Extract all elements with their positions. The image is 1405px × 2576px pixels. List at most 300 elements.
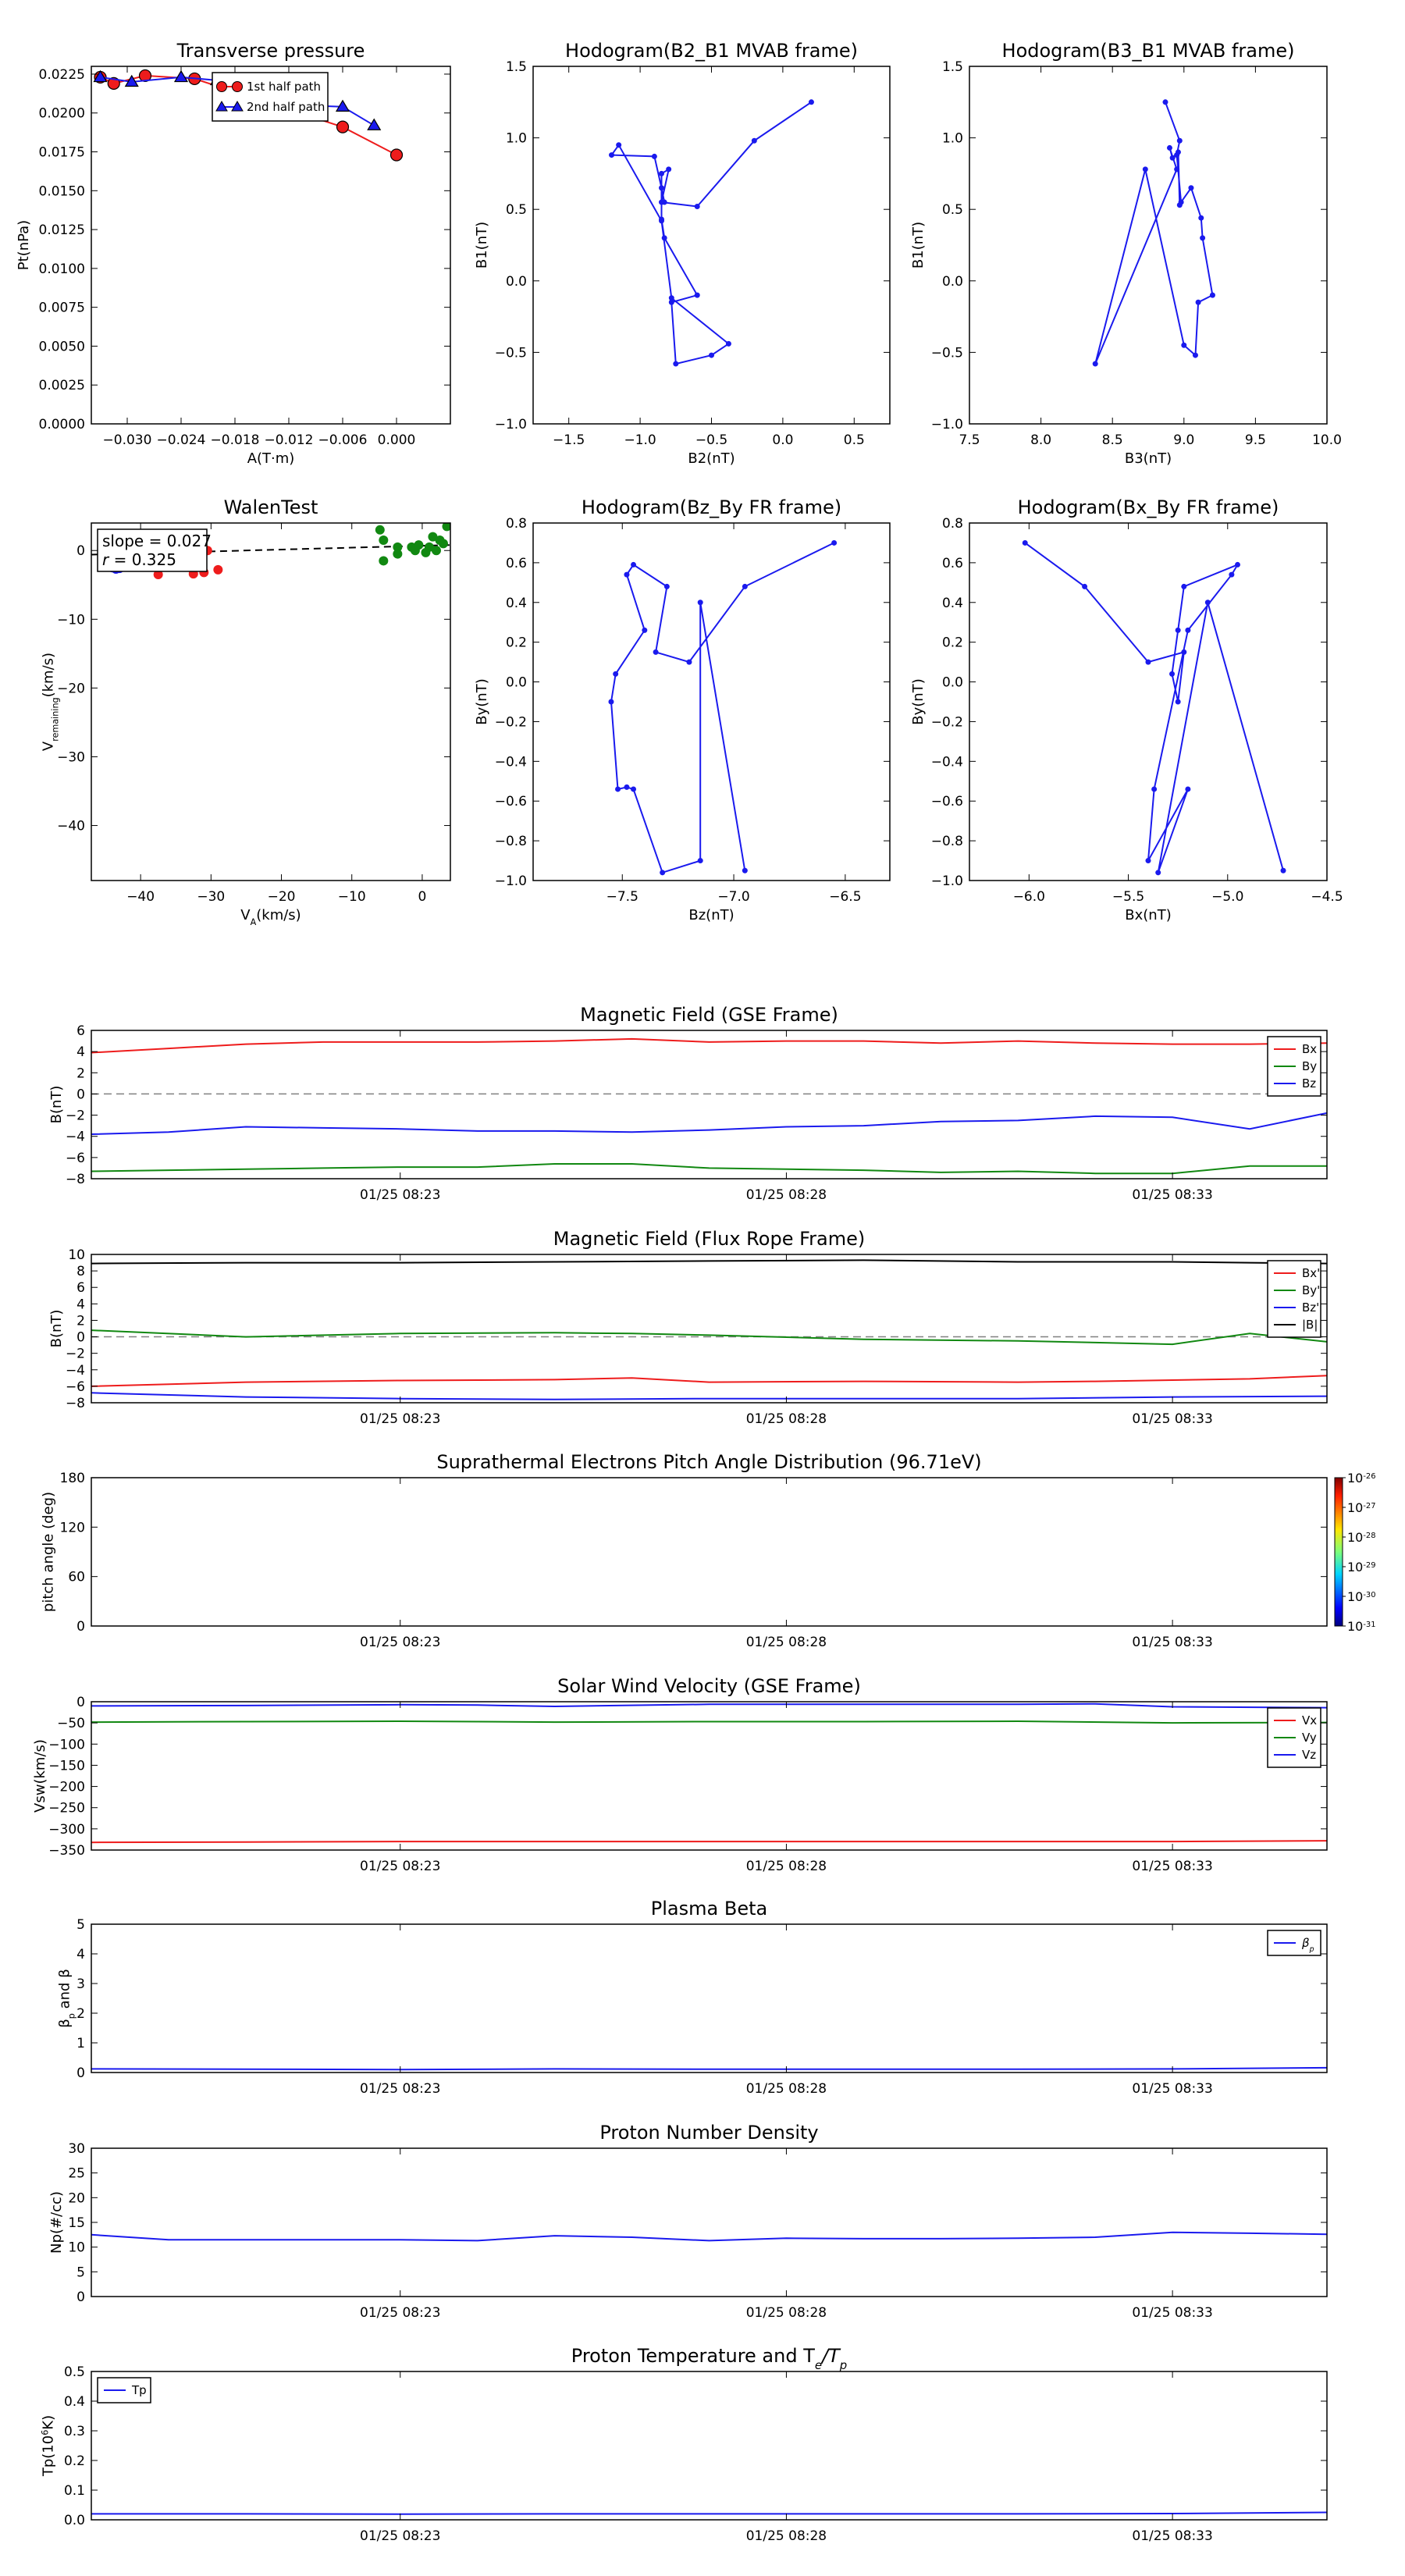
data-point — [659, 218, 664, 223]
data-point — [1155, 870, 1161, 875]
y-tick-label: −1.0 — [494, 417, 527, 432]
y-tick-label: 0.0000 — [38, 417, 85, 432]
y-tick-label: −4 — [65, 1129, 85, 1145]
x-tick-label: 10.0 — [1312, 432, 1342, 448]
data-point — [624, 572, 629, 578]
x-tick-label: 9.5 — [1244, 432, 1266, 448]
data-point — [1093, 361, 1098, 367]
data-point — [653, 649, 659, 655]
y-tick-label: −300 — [48, 1821, 85, 1838]
plot-frame — [91, 1030, 1327, 1179]
y-tick-label: 1.5 — [941, 59, 963, 75]
y-tick-label: −0.6 — [930, 794, 963, 810]
plot-frame — [91, 1702, 1327, 1850]
y-tick-label: 5 — [76, 2265, 85, 2281]
y-tick-label: −1.0 — [494, 873, 527, 889]
x-tick-label: 01/25 08:23 — [360, 2081, 441, 2097]
y-tick-label: 0.5 — [63, 2364, 85, 2380]
y-tick-label: −6 — [65, 1150, 85, 1166]
data-point — [660, 870, 665, 875]
y-tick-label: 0.8 — [505, 516, 527, 532]
x-tick-label: −0.018 — [210, 432, 260, 448]
chart-title: Hodogram(Bx_By FR frame) — [1017, 496, 1279, 518]
chart-walen — [41, 496, 452, 927]
y-tick-label: 0.1 — [63, 2483, 85, 2499]
data-point — [1146, 660, 1151, 665]
series-line-0 — [91, 1039, 1327, 1053]
plot-frame — [91, 523, 450, 881]
x-tick-label: 01/25 08:28 — [745, 1411, 827, 1427]
x-tick-label: −0.024 — [156, 432, 206, 448]
x-axis-label: B3(nT) — [1124, 450, 1172, 467]
x-axis-label: A(T·m) — [247, 450, 295, 467]
x-tick-label: 9.0 — [1173, 432, 1195, 448]
data-point — [379, 535, 388, 545]
chart-title: Hodogram(B3_B1 MVAB frame) — [1001, 40, 1295, 62]
data-point — [1185, 628, 1190, 633]
y-tick-label: 0.5 — [505, 202, 527, 219]
y-tick-label: 180 — [59, 1471, 85, 1486]
chart-h1 — [474, 40, 890, 467]
y-tick-label: −250 — [48, 1800, 85, 1816]
x-tick-label: −1.5 — [553, 432, 585, 448]
legend-label: By — [1302, 1059, 1318, 1073]
chart-bfr — [48, 1228, 1327, 1427]
y-tick-label: 0.2 — [941, 635, 963, 651]
y-tick-label: 15 — [68, 2215, 85, 2231]
y-axis-label: B1(nT) — [474, 221, 490, 269]
x-tick-label: 8.5 — [1101, 432, 1123, 448]
data-point — [336, 101, 349, 112]
data-point — [337, 121, 349, 133]
data-point — [1235, 562, 1240, 568]
x-tick-label: 0.5 — [843, 432, 865, 448]
x-tick-label: 0.000 — [377, 432, 416, 448]
data-point — [391, 149, 403, 161]
data-point — [698, 858, 703, 863]
y-tick-label: 4 — [76, 1297, 85, 1313]
x-tick-label: −0.5 — [695, 432, 728, 448]
y-tick-label: −6 — [65, 1379, 85, 1395]
x-tick-label: 01/25 08:33 — [1132, 2305, 1213, 2321]
y-tick-label: 2 — [76, 1066, 85, 1082]
y-axis-label: $V_{remaining}(km/s)$ — [40, 652, 60, 752]
chart-bgse — [48, 1004, 1327, 1203]
x-tick-label: −40 — [126, 889, 155, 905]
data-point — [1174, 166, 1179, 172]
series-line-2 — [91, 1393, 1327, 1400]
data-point — [631, 562, 636, 568]
y-tick-label: 0 — [76, 543, 85, 560]
data-point — [1176, 628, 1181, 633]
plot-frame — [533, 66, 890, 424]
plot-frame — [969, 66, 1327, 424]
data-point — [1185, 786, 1190, 792]
plot-frame — [91, 2148, 1327, 2297]
data-point — [1167, 145, 1172, 151]
data-point — [1177, 138, 1183, 144]
y-tick-label: 1 — [76, 2036, 85, 2051]
series-line-3 — [91, 1260, 1327, 1263]
x-tick-label: 01/25 08:23 — [360, 1411, 441, 1427]
chart-title: Magnetic Field (Flux Rope Frame) — [553, 1228, 866, 1250]
data-point — [631, 786, 636, 792]
y-tick-label: 120 — [59, 1520, 85, 1536]
colorbar — [1335, 1478, 1343, 1626]
plot-frame — [969, 523, 1327, 881]
y-tick-label: 0.0025 — [38, 378, 85, 394]
y-tick-label: 0.0175 — [38, 144, 85, 161]
x-axis-label: B2(nT) — [688, 450, 735, 467]
x-tick-label: 01/25 08:28 — [745, 2528, 827, 2544]
data-point — [1151, 786, 1157, 792]
y-tick-label: 0.2 — [63, 2453, 85, 2469]
y-tick-label: 0 — [76, 1619, 85, 1635]
chart-title: Transverse pressure — [176, 40, 365, 62]
y-tick-label: −0.8 — [930, 834, 963, 850]
x-tick-label: −6.5 — [829, 889, 862, 905]
chart-title: Solar Wind Velocity (GSE Frame) — [557, 1675, 861, 1697]
y-tick-label: 0.4 — [63, 2394, 85, 2410]
y-tick-label: −150 — [48, 1758, 85, 1774]
data-point — [375, 525, 385, 535]
y-tick-label: 2 — [76, 2006, 85, 2022]
x-tick-label: −1.0 — [624, 432, 656, 448]
y-tick-label: −20 — [57, 681, 85, 697]
x-tick-label: −7.0 — [717, 889, 750, 905]
data-point — [439, 539, 448, 548]
y-tick-label: 6 — [76, 1280, 85, 1297]
y-tick-label: −1.0 — [930, 873, 963, 889]
data-point — [1170, 155, 1176, 161]
x-axis-label: Bx(nT) — [1125, 907, 1172, 923]
data-point — [1176, 699, 1181, 705]
data-point — [1177, 202, 1183, 208]
data-point — [1210, 293, 1215, 298]
legend-label: Vz — [1302, 1748, 1317, 1762]
plot-frame — [91, 1478, 1327, 1626]
chart-title: WalenTest — [223, 496, 318, 518]
x-tick-label: 7.5 — [959, 432, 980, 448]
data-point — [686, 660, 692, 665]
legend-label: Bx — [1302, 1042, 1318, 1056]
colorbar-tick-label: $10^{-27}$ — [1347, 1500, 1376, 1515]
data-point — [1188, 185, 1193, 190]
colorbar-tick-label: $10^{-28}$ — [1347, 1530, 1376, 1545]
y-axis-label: $Tp(10^6K)$ — [40, 2414, 57, 2477]
data-point — [1082, 584, 1087, 589]
y-axis-label: By(nT) — [910, 678, 927, 725]
data-point — [752, 138, 757, 144]
data-point — [809, 99, 814, 105]
series-line-0 — [91, 1841, 1327, 1842]
plot-frame — [533, 523, 890, 881]
chart-title: Magnetic Field (GSE Frame) — [580, 1004, 838, 1026]
y-tick-label: 0.8 — [941, 516, 963, 532]
y-tick-label: −10 — [57, 612, 85, 628]
x-axis-label: $V_A(km/s)$ — [240, 907, 301, 927]
y-tick-label: 8 — [76, 1264, 85, 1280]
data-point — [1176, 149, 1181, 155]
y-tick-label: 0.4 — [505, 595, 527, 611]
chart-pt — [16, 40, 450, 467]
x-tick-label: −0.030 — [102, 432, 152, 448]
data-point — [695, 204, 700, 209]
y-tick-label: 6 — [76, 1023, 85, 1039]
x-tick-label: 0 — [418, 889, 427, 905]
chart-pad — [41, 1451, 1376, 1650]
x-tick-label: 0.0 — [772, 432, 794, 448]
x-tick-label: −0.012 — [264, 432, 314, 448]
x-tick-label: 01/25 08:23 — [360, 2305, 441, 2321]
series-line-2 — [91, 1113, 1327, 1134]
chart-title: Suprathermal Electrons Pitch Angle Distribution (96.71eV) — [436, 1451, 982, 1473]
y-tick-label: −0.2 — [930, 714, 963, 731]
x-tick-label: −7.5 — [606, 889, 638, 905]
annotation-r: r = 0.325 — [102, 550, 176, 569]
y-tick-label: 60 — [68, 1569, 85, 1585]
y-tick-label: 0.2 — [505, 635, 527, 651]
y-tick-label: −200 — [48, 1779, 85, 1795]
legend-label: $\beta_p$ — [1302, 1936, 1314, 1954]
y-tick-label: −2 — [65, 1346, 85, 1362]
data-point — [662, 235, 667, 240]
data-point — [414, 540, 423, 550]
legend-label: 1st half path — [247, 80, 322, 94]
y-axis-label: $\beta_p$ and β — [56, 1969, 76, 2028]
y-tick-label: −8 — [65, 1172, 85, 1187]
chart-tp — [40, 2345, 1327, 2544]
chart-title: Hodogram(Bz_By FR frame) — [581, 496, 842, 518]
series-line-2 — [91, 1704, 1327, 1708]
data-point — [615, 786, 621, 792]
annotation-slope: slope = 0.027 — [102, 532, 212, 550]
y-tick-label: 1.0 — [505, 130, 527, 147]
y-tick-label: 3 — [76, 1976, 85, 1992]
x-tick-label: 01/25 08:33 — [1132, 1859, 1213, 1874]
y-tick-label: 0.3 — [63, 2424, 85, 2439]
y-tick-label: −0.5 — [494, 345, 527, 361]
data-point — [608, 699, 614, 705]
x-tick-label: 01/25 08:33 — [1132, 1187, 1213, 1203]
data-point — [709, 353, 714, 358]
legend-label: By' — [1302, 1283, 1321, 1297]
data-point — [659, 171, 664, 176]
legend-label: Bz' — [1302, 1300, 1320, 1315]
colorbar-tick-label: $10^{-30}$ — [1347, 1589, 1376, 1604]
y-tick-label: −0.2 — [494, 714, 527, 731]
data-point — [1198, 215, 1204, 221]
series-line-0 — [1025, 543, 1283, 872]
y-tick-label: −40 — [57, 818, 85, 834]
y-tick-label: −8 — [65, 1396, 85, 1411]
data-point — [664, 584, 670, 589]
y-axis-label: By(nT) — [474, 678, 490, 725]
x-tick-label: 01/25 08:33 — [1132, 2081, 1213, 2097]
chart-title: Proton Number Density — [599, 2122, 819, 2144]
y-tick-label: 0.0075 — [38, 300, 85, 316]
legend-label: Bz — [1302, 1076, 1317, 1091]
y-axis-label: B(nT) — [48, 1085, 65, 1124]
y-tick-label: −30 — [57, 749, 85, 766]
data-point — [1169, 671, 1175, 677]
data-point — [379, 556, 388, 565]
series-line-0 — [91, 2233, 1327, 2241]
data-point — [659, 185, 664, 190]
x-tick-label: 01/25 08:33 — [1132, 1411, 1213, 1427]
y-tick-label: 2 — [76, 1313, 85, 1329]
y-tick-label: 5 — [76, 1917, 85, 1933]
y-tick-label: 20 — [68, 2190, 85, 2207]
y-tick-label: 4 — [76, 1947, 85, 1962]
series-line-0 — [91, 2068, 1327, 2069]
x-tick-label: −6.0 — [1012, 889, 1045, 905]
data-point — [673, 361, 678, 367]
legend-label: Bx' — [1302, 1266, 1321, 1280]
y-tick-label: 0 — [76, 1329, 85, 1346]
y-tick-label: 0.0 — [941, 273, 963, 290]
series-line-0 — [611, 543, 834, 872]
chart-title: Proton Temperature and $T_e/T_p$ — [571, 2345, 848, 2372]
chart-h3 — [474, 496, 890, 923]
legend-marker — [233, 82, 243, 92]
y-tick-label: 0.0100 — [38, 261, 85, 277]
data-point — [666, 166, 671, 172]
colorbar-tick-label: $10^{-26}$ — [1347, 1471, 1376, 1485]
x-tick-label: 01/25 08:28 — [745, 1859, 827, 1874]
y-tick-label: 4 — [76, 1044, 85, 1061]
x-tick-label: 01/25 08:28 — [745, 2081, 827, 2097]
legend-label: Vy — [1302, 1731, 1317, 1745]
y-tick-label: 0.0150 — [38, 183, 85, 200]
data-point — [1181, 584, 1186, 589]
colorbar-tick-label: $10^{-31}$ — [1347, 1619, 1376, 1634]
data-point — [726, 341, 731, 347]
x-tick-label: −20 — [267, 889, 296, 905]
data-point — [695, 293, 700, 298]
y-tick-label: −0.5 — [930, 345, 963, 361]
legend-label: 2nd half path — [247, 100, 325, 114]
x-tick-label: 01/25 08:23 — [360, 1635, 441, 1650]
x-tick-label: −5.5 — [1112, 889, 1145, 905]
data-point — [1196, 300, 1201, 305]
y-tick-label: 0 — [76, 2290, 85, 2305]
series-line-0 — [612, 102, 812, 364]
y-tick-label: −0.8 — [494, 834, 527, 850]
data-point — [1229, 572, 1234, 578]
data-point — [432, 546, 441, 555]
chart-np — [48, 2122, 1327, 2321]
y-axis-label: B1(nT) — [910, 221, 927, 269]
data-point — [662, 200, 667, 205]
plot-frame — [91, 2371, 1327, 2520]
legend-label: Vx — [1302, 1713, 1318, 1727]
y-tick-label: 0.6 — [941, 555, 963, 571]
data-point — [1146, 858, 1151, 863]
data-point — [1143, 166, 1148, 172]
data-point — [624, 785, 629, 790]
data-point — [1181, 343, 1186, 348]
y-tick-label: 0.4 — [941, 595, 963, 611]
chart-title: Hodogram(B2_B1 MVAB frame) — [565, 40, 858, 62]
series-line-0 — [91, 1375, 1327, 1386]
y-tick-label: 1.5 — [505, 59, 527, 75]
x-tick-label: −10 — [337, 889, 366, 905]
y-tick-label: −0.4 — [930, 754, 963, 770]
data-point — [609, 152, 614, 158]
colorbar-tick-label: $10^{-29}$ — [1347, 1560, 1376, 1574]
y-tick-label: 0.5 — [941, 202, 963, 219]
y-axis-label: Pt(nPa) — [16, 219, 32, 271]
data-point — [1181, 649, 1186, 655]
y-tick-label: 0.0 — [941, 674, 963, 691]
y-tick-label: 0.0 — [505, 273, 527, 290]
y-tick-label: 0.0225 — [38, 66, 85, 83]
y-tick-label: 10 — [68, 2240, 85, 2256]
x-tick-label: 01/25 08:28 — [745, 1187, 827, 1203]
data-point — [831, 540, 837, 546]
data-point — [613, 671, 618, 677]
y-tick-label: −0.4 — [494, 754, 527, 770]
x-tick-label: 01/25 08:33 — [1132, 2528, 1213, 2544]
chart-h2 — [910, 40, 1342, 467]
x-tick-label: −0.006 — [318, 432, 368, 448]
y-tick-label: 25 — [68, 2165, 85, 2182]
y-tick-label: 0.0125 — [38, 222, 85, 239]
x-axis-label: Bz(nT) — [688, 907, 735, 923]
y-axis-label: Vsw(km/s) — [32, 1739, 48, 1813]
data-point — [213, 565, 222, 575]
y-tick-label: −4 — [65, 1362, 85, 1379]
series-line-0 — [1095, 102, 1212, 364]
x-tick-label: −30 — [197, 889, 226, 905]
chart-beta — [57, 1898, 1328, 2097]
data-point — [1023, 540, 1028, 546]
y-tick-label: 0.0 — [63, 2513, 85, 2528]
data-point — [669, 295, 674, 301]
y-tick-label: 10 — [68, 1247, 85, 1263]
data-point — [642, 628, 647, 633]
x-tick-label: 01/25 08:33 — [1132, 1635, 1213, 1650]
x-tick-label: 01/25 08:23 — [360, 1859, 441, 1874]
data-point — [652, 154, 657, 159]
legend-label: |B| — [1302, 1318, 1318, 1332]
data-point — [1193, 353, 1198, 358]
y-tick-label: 0 — [76, 1087, 85, 1103]
y-tick-label: −350 — [48, 1843, 85, 1859]
x-tick-label: 01/25 08:28 — [745, 2305, 827, 2321]
y-tick-label: −0.6 — [494, 794, 527, 810]
data-point — [1281, 868, 1286, 873]
data-point — [1200, 235, 1205, 240]
series-line-1 — [91, 1721, 1327, 1723]
legend-label: Tp — [132, 2383, 147, 2397]
series-line-0 — [91, 2513, 1327, 2514]
y-axis-label: pitch angle (deg) — [40, 1491, 57, 1613]
x-tick-label: 01/25 08:28 — [745, 1635, 827, 1650]
y-tick-label: 1.0 — [941, 130, 963, 147]
data-point — [616, 142, 621, 148]
y-tick-label: −100 — [48, 1737, 85, 1753]
y-tick-label: 0 — [76, 2065, 85, 2081]
data-point — [742, 868, 748, 873]
chart-h4 — [910, 496, 1343, 923]
y-tick-label: 0.6 — [505, 555, 527, 571]
y-tick-label: −1.0 — [930, 417, 963, 432]
data-point — [1205, 600, 1211, 605]
x-tick-label: 01/25 08:23 — [360, 2528, 441, 2544]
x-tick-label: 8.0 — [1030, 432, 1052, 448]
